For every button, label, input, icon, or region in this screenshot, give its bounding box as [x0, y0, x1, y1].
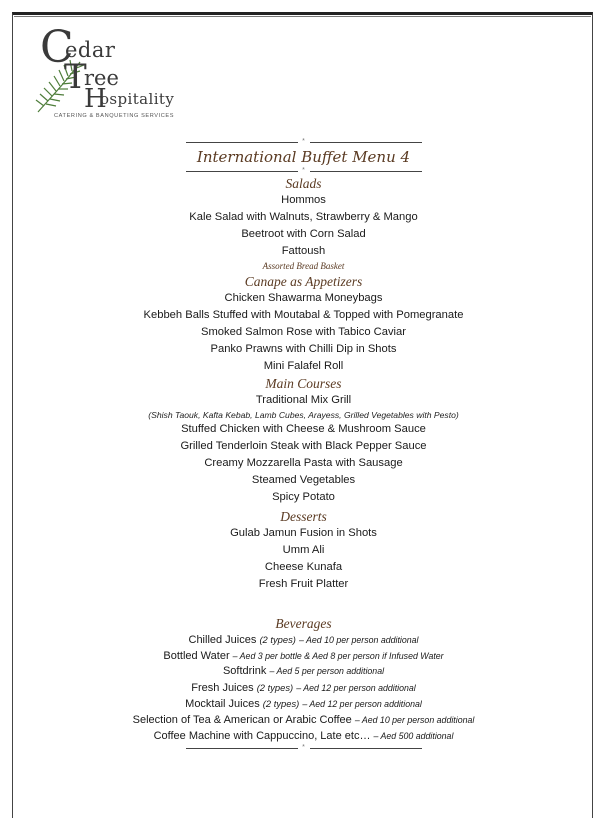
menu-item: Panko Prawns with Chilli Dip in Shots: [210, 343, 397, 355]
logo-tagline: CATERING & BANQUETING SERVICES: [54, 113, 175, 119]
menu-item: Kebbeh Balls Stuffed with Moutabal & Topped with Pomegranate: [143, 309, 464, 321]
beverage-name: Chilled Juices: [188, 634, 257, 646]
logo-letter-t: T: [64, 57, 87, 97]
menu-item-details: (Shish Taouk, Kafta Kebab, Lamb Cubes, Arayess, Grilled Vegetables with Pesto): [148, 410, 459, 420]
beverage-line: [0, 680, 607, 697]
logo-letter-h: H: [84, 84, 107, 114]
beverage-price: – Aed 12 per person additional: [302, 699, 422, 710]
beverage-name: Bottled Water: [163, 649, 230, 662]
section-heading-beverages: Beverages: [275, 616, 332, 631]
beverage-line: [0, 713, 607, 729]
menu-item: Creamy Mozzarella Pasta with Sausage: [204, 457, 403, 469]
menu-title: International Buffet Menu 4: [196, 148, 411, 166]
menu-item: Stuffed Chicken with Cheese & Mushroom Sauce: [181, 423, 426, 435]
beverage-line: [0, 649, 607, 665]
beverage-name: Softdrink: [222, 665, 267, 678]
beverage-price: – Aed 5 per person additional: [269, 666, 385, 677]
divider-title-bottom: *: [186, 167, 422, 175]
menu-item: Umm Ali: [282, 544, 325, 556]
logo-letter-c: C: [40, 22, 74, 73]
beverage-price: – Aed 500 additional: [373, 730, 454, 741]
section-heading-desserts: Desserts: [280, 509, 327, 524]
frame-inner-line: [14, 16, 591, 17]
company-logo: [34, 22, 204, 126]
menu-item: Fresh Fruit Platter: [258, 578, 349, 590]
beverage-line: [0, 696, 607, 713]
section-heading-canape: Canape as Appetizers: [244, 274, 363, 289]
menu-item: Grilled Tenderloin Steak with Black Pepper Sauce: [180, 440, 427, 452]
menu-item: Kale Salad with Walnuts, Strawberry & Mango: [189, 211, 418, 223]
menu-item: Chicken Shawarma Moneybags: [224, 292, 383, 304]
beverage-name: Mocktail Juices: [185, 698, 260, 711]
logo-word-ree: ree: [84, 66, 119, 90]
divider-bottom: *: [186, 744, 422, 752]
beverage-qty: (2 types): [262, 698, 300, 710]
menu-item: Steamed Vegetables: [251, 474, 356, 486]
menu-item: Mini Falafel Roll: [263, 360, 344, 372]
beverage-qty: (2 types): [256, 681, 294, 693]
menu-item: Smoked Salmon Rose with Tabico Caviar: [201, 326, 406, 338]
menu-body: [0, 138, 607, 752]
menu-item: Fattoush: [281, 245, 326, 257]
menu-item: Gulab Jamun Fusion in Shots: [230, 527, 377, 539]
beverage-price: – Aed 10 per person additional: [298, 635, 419, 645]
divider-top: *: [186, 138, 422, 146]
beverage-price: – Aed 3 per bottle & Aed 8 per person if Infused Water: [232, 650, 444, 661]
salads-note: Assorted Bread Basket: [262, 261, 345, 271]
logo-word-edar: edar: [65, 38, 116, 62]
beverage-line: [0, 664, 607, 680]
beverage-name: Fresh Juices: [191, 681, 254, 694]
beverage-price: – Aed 12 per person additional: [296, 682, 416, 693]
beverage-qty: (2 types): [259, 634, 296, 645]
beverage-line: [0, 632, 607, 649]
menu-item: Cheese Kunafa: [264, 561, 343, 573]
menu-item: Beetroot with Corn Salad: [241, 228, 366, 240]
beverage-line: [0, 729, 607, 745]
beverage-name: Coffee Machine with Cappuccino, Late etc…: [153, 729, 371, 742]
beverage-name: Selection of Tea & American or Arabic Coffee: [132, 713, 352, 726]
menu-item: Hommos: [281, 194, 326, 206]
logo-word-ospitality: ospitality: [100, 90, 175, 108]
section-heading-mains: Main Courses: [265, 376, 342, 391]
menu-item: Spicy Potato: [272, 491, 335, 503]
beverage-price: – Aed 10 per person additional: [354, 714, 475, 725]
section-heading-salads: Salads: [285, 176, 322, 191]
menu-item: Traditional Mix Grill: [255, 394, 352, 406]
